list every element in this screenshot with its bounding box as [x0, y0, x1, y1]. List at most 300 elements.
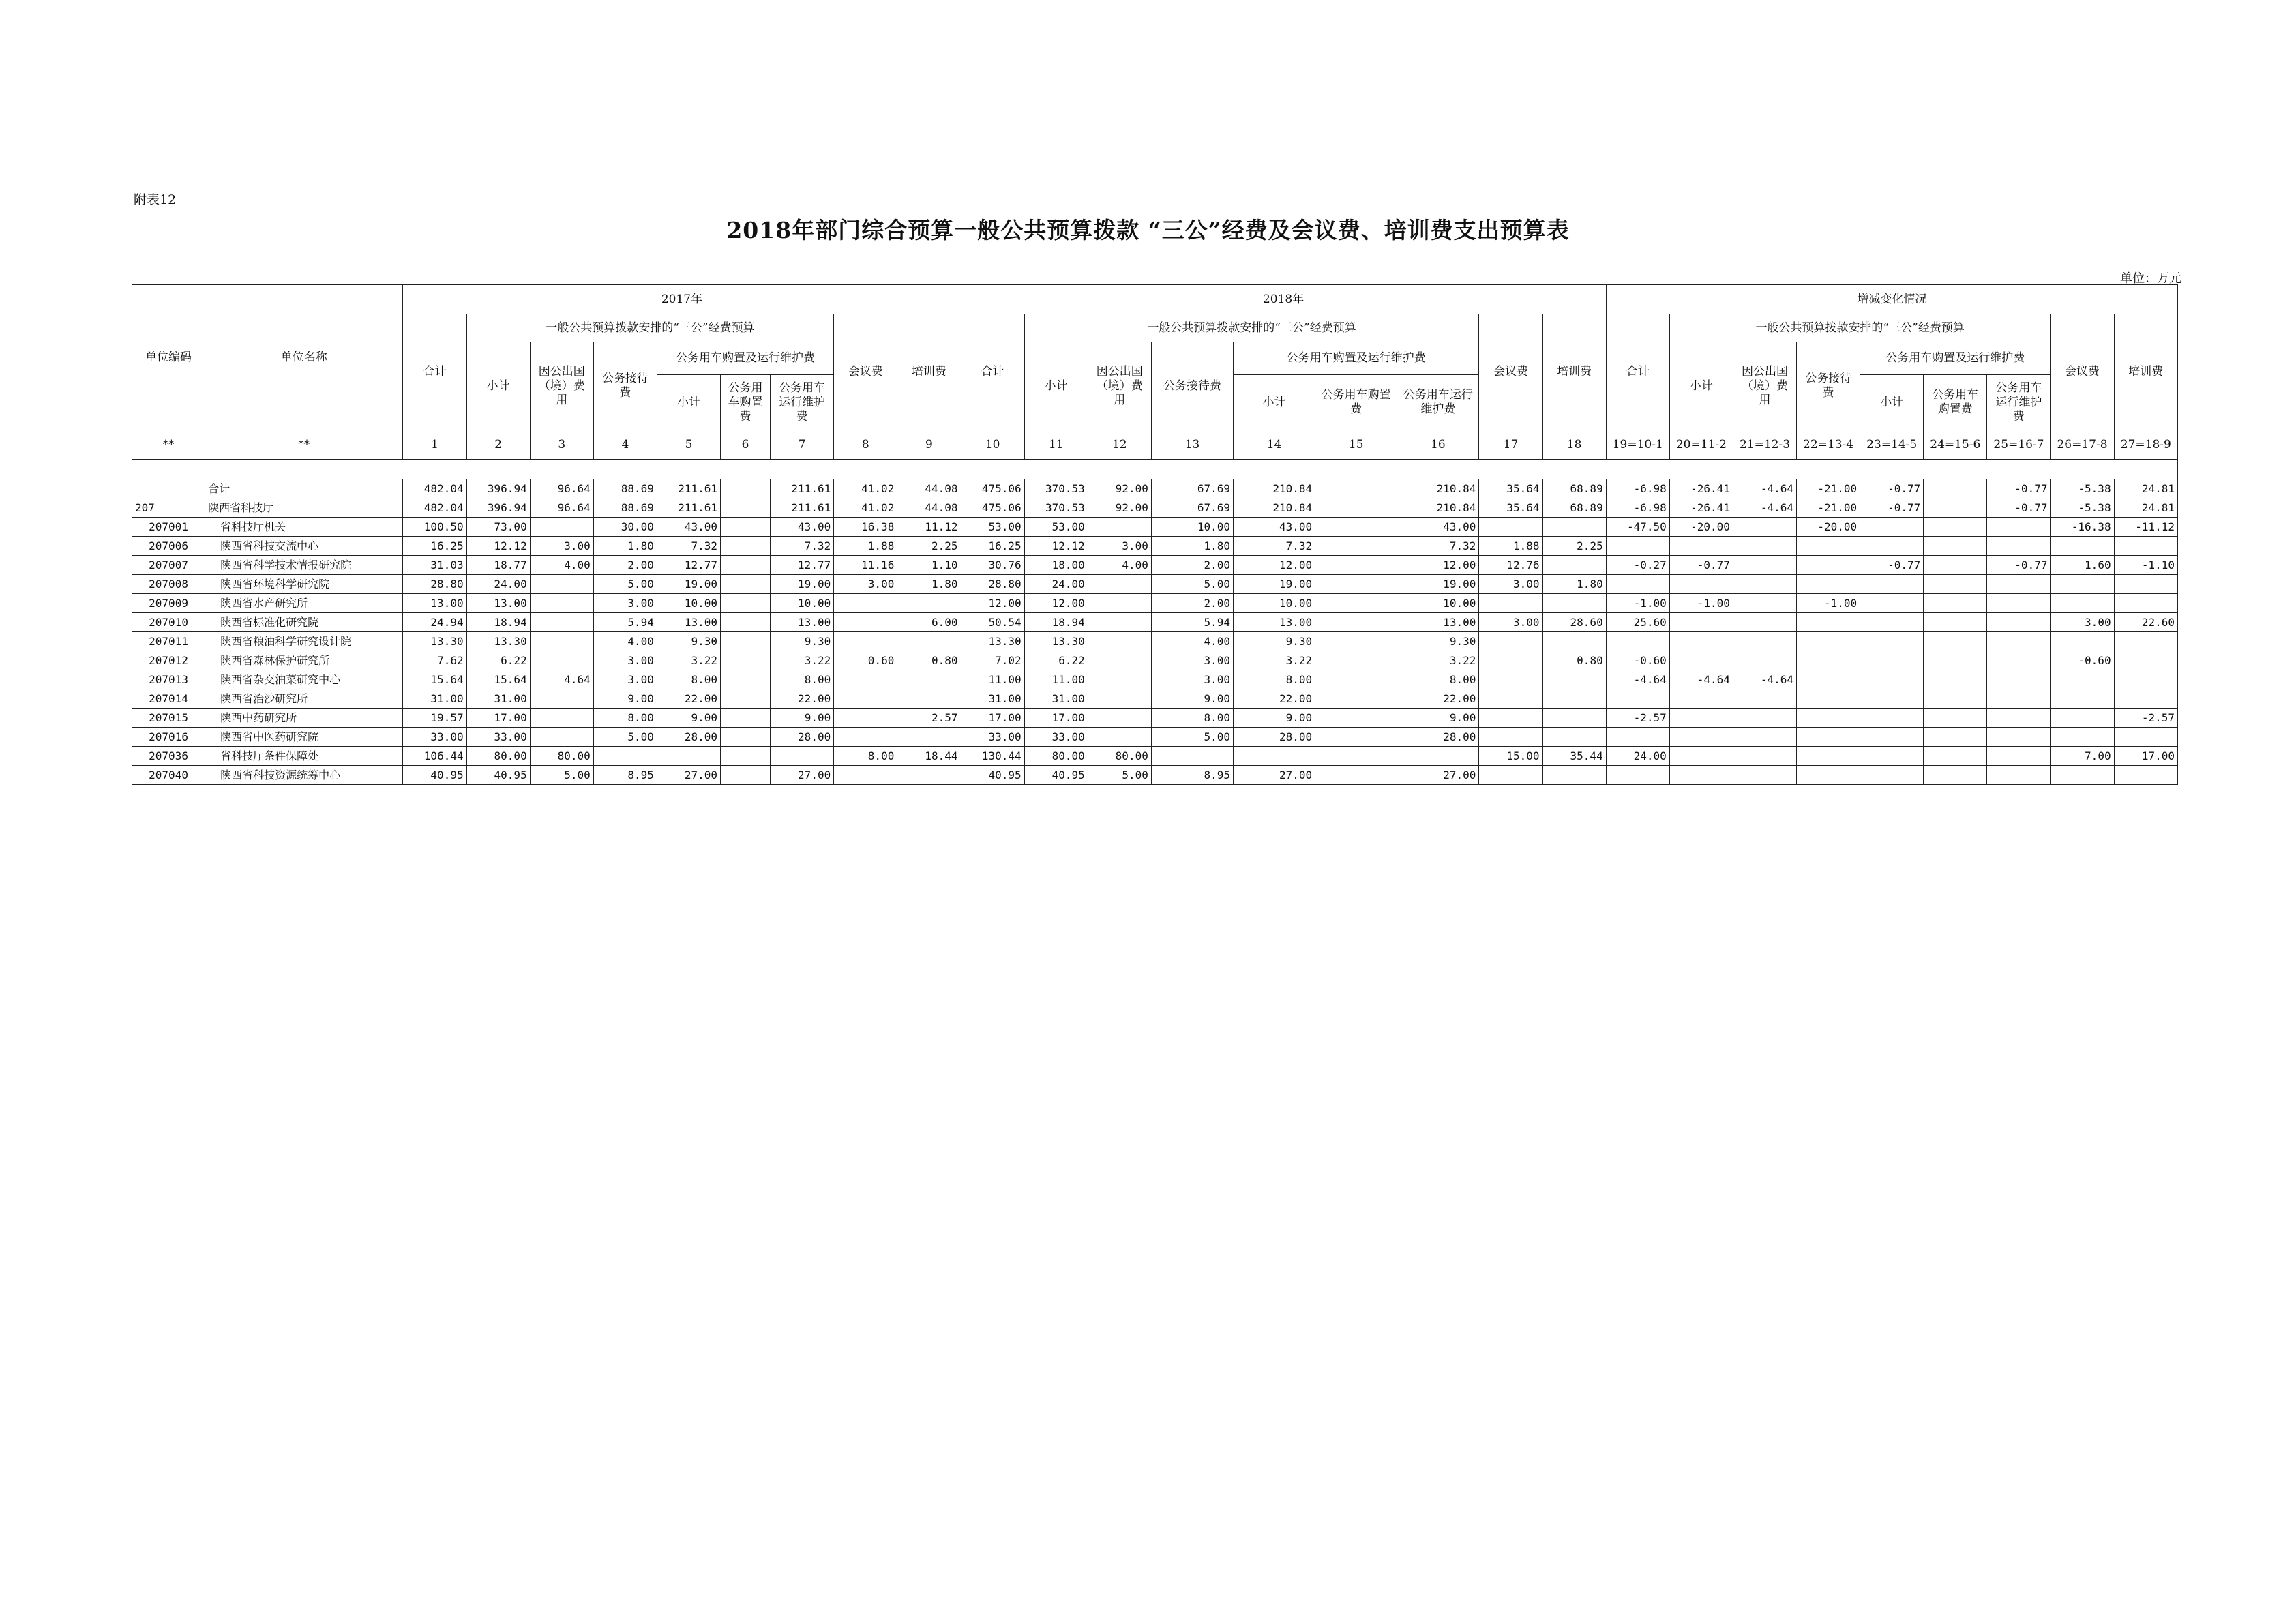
value-cell [1606, 689, 1669, 709]
value-cell: 35.64 [1479, 479, 1542, 498]
value-cell: 1.80 [1151, 537, 1233, 556]
value-cell: 18.94 [1024, 613, 1088, 632]
value-cell: 17.00 [2114, 747, 2177, 766]
value-cell [1733, 537, 1796, 556]
value-cell: 3.00 [530, 537, 593, 556]
value-cell: -1.10 [2114, 556, 2177, 575]
value-cell [1542, 709, 1606, 728]
value-cell: -20.00 [1669, 518, 1733, 537]
value-cell [721, 651, 771, 670]
value-cell [1479, 766, 1542, 785]
value-cell [1606, 632, 1669, 651]
value-cell [834, 613, 897, 632]
value-cell: 27.00 [657, 766, 720, 785]
value-cell: 10.00 [657, 594, 720, 613]
value-cell [2051, 728, 2114, 747]
header-2017-training: 培训费 [897, 314, 961, 430]
value-cell [721, 556, 771, 575]
value-cell: 4.00 [593, 632, 657, 651]
value-cell: 3.00 [1479, 575, 1542, 594]
value-cell [1542, 766, 1606, 785]
value-cell [1669, 632, 1733, 651]
value-cell [530, 728, 593, 747]
value-cell: 25.60 [1606, 613, 1669, 632]
value-cell: 2.25 [897, 537, 961, 556]
unit-code-cell: 207014 [132, 689, 205, 709]
unit-name-cell: 陕西省森林保护研究所 [205, 651, 403, 670]
value-cell: 13.30 [961, 632, 1024, 651]
value-cell [1860, 594, 1924, 613]
header-2018-vehicle-operation: 公务用车运行维护费 [1397, 375, 1479, 430]
value-cell [1797, 689, 1860, 709]
value-cell: 211.61 [657, 498, 720, 518]
value-cell [897, 766, 961, 785]
header-change-travel: 因公出国（境）费用 [1733, 342, 1796, 430]
value-cell: 4.64 [530, 670, 593, 689]
value-cell: -20.00 [1797, 518, 1860, 537]
value-cell [1860, 651, 1924, 670]
table-row [132, 575, 2178, 594]
value-cell [1479, 689, 1542, 709]
value-cell: 9.00 [1151, 689, 1233, 709]
value-cell [1860, 632, 1924, 651]
value-cell: -0.60 [2051, 651, 2114, 670]
value-cell [834, 632, 897, 651]
value-cell: 43.00 [1397, 518, 1479, 537]
value-cell [530, 632, 593, 651]
value-cell [834, 709, 897, 728]
value-cell [2051, 670, 2114, 689]
value-cell: 22.00 [1233, 689, 1315, 709]
value-cell [1733, 689, 1796, 709]
header-unit-name: 单位名称 [205, 285, 403, 430]
column-number: 1 [403, 430, 466, 460]
unit-code-cell [132, 479, 205, 498]
value-cell [1987, 689, 2051, 709]
value-cell [2114, 766, 2177, 785]
value-cell: 88.69 [593, 498, 657, 518]
value-cell: 0.80 [897, 651, 961, 670]
value-cell: 8.95 [1151, 766, 1233, 785]
header-change-vehicle: 公务用车购置及运行维护费 [1860, 342, 2051, 375]
value-cell [2114, 575, 2177, 594]
value-cell: 92.00 [1088, 498, 1151, 518]
value-cell: -0.77 [1860, 556, 1924, 575]
value-cell: 31.03 [403, 556, 466, 575]
value-cell [1924, 632, 1987, 651]
value-cell [771, 747, 834, 766]
value-cell [721, 594, 771, 613]
value-cell [834, 594, 897, 613]
value-cell: -4.64 [1606, 670, 1669, 689]
value-cell [1987, 632, 2051, 651]
table-row [132, 766, 2178, 785]
table-row [132, 537, 2178, 556]
value-cell: 43.00 [657, 518, 720, 537]
value-cell: 6.22 [466, 651, 530, 670]
unit-name-cell: 陕西省杂交油菜研究中心 [205, 670, 403, 689]
value-cell: -1.00 [1669, 594, 1733, 613]
value-cell [1797, 766, 1860, 785]
value-cell [1606, 766, 1669, 785]
value-cell [1797, 537, 1860, 556]
value-cell [2051, 689, 2114, 709]
value-cell: 3.00 [2051, 613, 2114, 632]
header-year-2018: 2018年 [961, 285, 1606, 314]
header-change-training: 培训费 [2114, 314, 2177, 430]
value-cell [1797, 613, 1860, 632]
column-number: 24=15-6 [1924, 430, 1987, 460]
unit-name-cell: 陕西省水产研究所 [205, 594, 403, 613]
value-cell [1860, 613, 1924, 632]
value-cell [1924, 689, 1987, 709]
value-cell [2051, 594, 2114, 613]
value-cell [1860, 747, 1924, 766]
value-cell: 1.10 [897, 556, 961, 575]
value-cell: 4.00 [530, 556, 593, 575]
value-cell: 53.00 [1024, 518, 1088, 537]
table-body [132, 460, 2178, 785]
value-cell [1479, 728, 1542, 747]
value-cell [1315, 594, 1397, 613]
appendix-label: 附表12 [134, 192, 177, 207]
value-cell: 3.00 [593, 670, 657, 689]
value-cell: 15.64 [466, 670, 530, 689]
table-row [132, 689, 2178, 709]
value-cell: -5.38 [2051, 498, 2114, 518]
unit-name-cell: 陕西省科技厅 [205, 498, 403, 518]
value-cell: 12.76 [1479, 556, 1542, 575]
value-cell [1151, 747, 1233, 766]
value-cell [1542, 594, 1606, 613]
value-cell: -1.00 [1797, 594, 1860, 613]
value-cell: 96.64 [530, 479, 593, 498]
column-number: 17 [1479, 430, 1542, 460]
value-cell: 17.00 [1024, 709, 1088, 728]
value-cell [530, 689, 593, 709]
value-cell: 1.80 [1542, 575, 1606, 594]
table-row [132, 518, 2178, 537]
value-cell [1088, 594, 1151, 613]
value-cell [2114, 537, 2177, 556]
unit-name-cell: 陕西省科学技术情报研究院 [205, 556, 403, 575]
value-cell: 211.61 [771, 479, 834, 498]
header-change: 增减变化情况 [1606, 285, 2177, 314]
value-cell: 210.84 [1397, 479, 1479, 498]
value-cell: 9.00 [593, 689, 657, 709]
value-cell: 24.00 [466, 575, 530, 594]
value-cell: 80.00 [466, 747, 530, 766]
value-cell: 7.32 [1397, 537, 1479, 556]
value-cell: 8.95 [593, 766, 657, 785]
value-cell: 8.00 [1151, 709, 1233, 728]
value-cell: 30.76 [961, 556, 1024, 575]
value-cell: 2.00 [593, 556, 657, 575]
column-number: 25=16-7 [1987, 430, 2051, 460]
value-cell: 88.69 [593, 479, 657, 498]
value-cell: -21.00 [1797, 479, 1860, 498]
value-cell: 100.50 [403, 518, 466, 537]
value-cell [1924, 747, 1987, 766]
value-cell [1233, 747, 1315, 766]
value-cell [721, 766, 771, 785]
value-cell [1987, 594, 2051, 613]
value-cell [530, 594, 593, 613]
unit-name-cell: 陕西省科技交流中心 [205, 537, 403, 556]
column-number: 8 [834, 430, 897, 460]
value-cell: 13.00 [403, 594, 466, 613]
value-cell: 5.00 [593, 575, 657, 594]
table-row [132, 728, 2178, 747]
value-cell [721, 498, 771, 518]
value-cell [1315, 747, 1397, 766]
value-cell: 10.00 [1233, 594, 1315, 613]
value-cell [721, 728, 771, 747]
value-cell [1315, 575, 1397, 594]
unit-name-cell: 陕西省科技资源统筹中心 [205, 766, 403, 785]
value-cell: 24.00 [1606, 747, 1669, 766]
value-cell: -0.27 [1606, 556, 1669, 575]
value-cell: -26.41 [1669, 479, 1733, 498]
value-cell: 9.30 [1397, 632, 1479, 651]
value-cell: 16.25 [403, 537, 466, 556]
value-cell: -11.12 [2114, 518, 2177, 537]
value-cell [1088, 689, 1151, 709]
value-cell: 44.08 [897, 479, 961, 498]
value-cell: 8.00 [593, 709, 657, 728]
value-cell: 16.38 [834, 518, 897, 537]
value-cell [1860, 537, 1924, 556]
value-cell [834, 728, 897, 747]
value-cell: 1.88 [1479, 537, 1542, 556]
column-number: 20=11-2 [1669, 430, 1733, 460]
header-2018-reception: 公务接待费 [1151, 342, 1233, 430]
value-cell: 3.00 [1151, 651, 1233, 670]
value-cell: 7.02 [961, 651, 1024, 670]
unit-name-cell: 陕西省标准化研究院 [205, 613, 403, 632]
value-cell [2114, 594, 2177, 613]
value-cell: 40.95 [466, 766, 530, 785]
value-cell: 22.00 [1397, 689, 1479, 709]
header-2018-travel: 因公出国（境）费用 [1088, 342, 1151, 430]
value-cell: 17.00 [466, 709, 530, 728]
header-2017-meeting: 会议费 [834, 314, 897, 430]
value-cell [1669, 537, 1733, 556]
value-cell [1088, 632, 1151, 651]
value-cell: -4.64 [1733, 498, 1796, 518]
value-cell: 13.30 [403, 632, 466, 651]
value-cell: 210.84 [1233, 479, 1315, 498]
value-cell [1542, 632, 1606, 651]
value-cell: 9.30 [1233, 632, 1315, 651]
value-cell [1987, 613, 2051, 632]
value-cell: 27.00 [1233, 766, 1315, 785]
value-cell: 211.61 [657, 479, 720, 498]
value-cell [530, 709, 593, 728]
value-cell: 3.22 [771, 651, 834, 670]
value-cell [1315, 632, 1397, 651]
column-number: 14 [1233, 430, 1315, 460]
value-cell: 11.00 [1024, 670, 1088, 689]
value-cell [1987, 537, 2051, 556]
value-cell [530, 613, 593, 632]
unit-code-cell: 207007 [132, 556, 205, 575]
value-cell [1733, 709, 1796, 728]
value-cell: -0.77 [1669, 556, 1733, 575]
value-cell: 80.00 [530, 747, 593, 766]
value-cell: 28.00 [771, 728, 834, 747]
value-cell [1088, 613, 1151, 632]
value-cell: -21.00 [1797, 498, 1860, 518]
value-cell: 67.69 [1151, 479, 1233, 498]
value-cell: 10.00 [1397, 594, 1479, 613]
value-cell [1860, 766, 1924, 785]
header-unit-code: 单位编码 [132, 285, 205, 430]
value-cell: 5.00 [1151, 728, 1233, 747]
header-2017-sangong: 一般公共预算拨款安排的“三公”经费预算 [466, 314, 834, 342]
value-cell [1797, 632, 1860, 651]
table-row [132, 479, 2178, 498]
value-cell [1669, 575, 1733, 594]
value-cell: 41.02 [834, 479, 897, 498]
value-cell [1733, 613, 1796, 632]
value-cell: 1.80 [593, 537, 657, 556]
value-cell: 475.06 [961, 479, 1024, 498]
value-cell [1397, 747, 1479, 766]
value-cell [721, 689, 771, 709]
unit-name-cell: 省科技厅条件保障处 [205, 747, 403, 766]
value-cell [1860, 728, 1924, 747]
unit-code-cell: 207011 [132, 632, 205, 651]
value-cell [1924, 594, 1987, 613]
value-cell: 8.00 [771, 670, 834, 689]
value-cell: 3.00 [593, 651, 657, 670]
value-cell: 40.95 [403, 766, 466, 785]
value-cell [834, 766, 897, 785]
value-cell [1669, 766, 1733, 785]
value-cell: 211.61 [771, 498, 834, 518]
value-cell: 2.25 [1542, 537, 1606, 556]
header-2018-vehicle-subtotal: 小计 [1233, 375, 1315, 430]
unit-code-cell: 207016 [132, 728, 205, 747]
value-cell [1797, 651, 1860, 670]
value-cell: 12.00 [1024, 594, 1088, 613]
value-cell: -4.64 [1669, 670, 1733, 689]
unit-code-cell: 207012 [132, 651, 205, 670]
value-cell: 3.00 [1479, 613, 1542, 632]
table-row [132, 747, 2178, 766]
value-cell: 13.00 [657, 613, 720, 632]
value-cell: -47.50 [1606, 518, 1669, 537]
column-number: 13 [1151, 430, 1233, 460]
value-cell: 28.80 [403, 575, 466, 594]
value-cell [1542, 728, 1606, 747]
value-cell: 396.94 [466, 479, 530, 498]
value-cell [657, 747, 720, 766]
unit-name-cell: 陕西省粮油科学研究设计院 [205, 632, 403, 651]
column-number: 2 [466, 430, 530, 460]
value-cell [2051, 709, 2114, 728]
value-cell: 3.22 [1397, 651, 1479, 670]
value-cell: 24.81 [2114, 498, 2177, 518]
value-cell [1479, 632, 1542, 651]
value-cell [721, 613, 771, 632]
value-cell [1924, 537, 1987, 556]
value-cell: 130.44 [961, 747, 1024, 766]
value-cell [530, 575, 593, 594]
value-cell: 18.44 [897, 747, 961, 766]
value-cell: 40.95 [1024, 766, 1088, 785]
value-cell: 30.00 [593, 518, 657, 537]
value-cell [1606, 575, 1669, 594]
header-2017-total: 合计 [403, 314, 466, 430]
value-cell: 3.00 [1088, 537, 1151, 556]
unit-code-cell: 207015 [132, 709, 205, 728]
value-cell [1315, 651, 1397, 670]
page-title: 2018年部门综合预算一般公共预算拨款 “三公”经费及会议费、培训费支出预算表 [726, 217, 1570, 243]
value-cell [1315, 766, 1397, 785]
unit-name-cell: 陕西中药研究所 [205, 709, 403, 728]
value-cell: 13.00 [1233, 613, 1315, 632]
value-cell: 9.00 [657, 709, 720, 728]
value-cell [1987, 518, 2051, 537]
value-cell [1733, 651, 1796, 670]
value-cell [1924, 575, 1987, 594]
value-cell: 28.00 [1397, 728, 1479, 747]
value-cell: 6.00 [897, 613, 961, 632]
value-cell: 2.00 [1151, 594, 1233, 613]
value-cell [1315, 613, 1397, 632]
column-number: 23=14-5 [1860, 430, 1924, 460]
value-cell: 0.80 [1542, 651, 1606, 670]
value-cell: 2.00 [1151, 556, 1233, 575]
value-cell [1924, 709, 1987, 728]
value-cell [1315, 689, 1397, 709]
header-2017-reception: 公务接待费 [593, 342, 657, 430]
value-cell [1797, 670, 1860, 689]
table-row [132, 613, 2178, 632]
value-cell: 5.00 [1151, 575, 1233, 594]
value-cell: 5.00 [530, 766, 593, 785]
value-cell [1924, 651, 1987, 670]
value-cell: 475.06 [961, 498, 1024, 518]
value-cell [1669, 709, 1733, 728]
column-number: 5 [657, 430, 720, 460]
value-cell: 67.69 [1151, 498, 1233, 518]
value-cell: 40.95 [961, 766, 1024, 785]
value-cell [1479, 651, 1542, 670]
column-number-row [132, 430, 2178, 460]
value-cell: 18.77 [466, 556, 530, 575]
value-cell [1669, 613, 1733, 632]
value-cell [1860, 709, 1924, 728]
column-number: 10 [961, 430, 1024, 460]
value-cell [721, 747, 771, 766]
value-cell: 5.00 [593, 728, 657, 747]
value-cell: 68.89 [1542, 498, 1606, 518]
value-cell: 396.94 [466, 498, 530, 518]
value-cell: -4.64 [1733, 479, 1796, 498]
value-cell: 43.00 [1233, 518, 1315, 537]
value-cell: 1.88 [834, 537, 897, 556]
value-cell: -26.41 [1669, 498, 1733, 518]
column-number: 9 [897, 430, 961, 460]
value-cell [1669, 651, 1733, 670]
value-cell [1987, 747, 2051, 766]
value-cell: 35.44 [1542, 747, 1606, 766]
value-cell [1669, 689, 1733, 709]
value-cell: 19.00 [1397, 575, 1479, 594]
